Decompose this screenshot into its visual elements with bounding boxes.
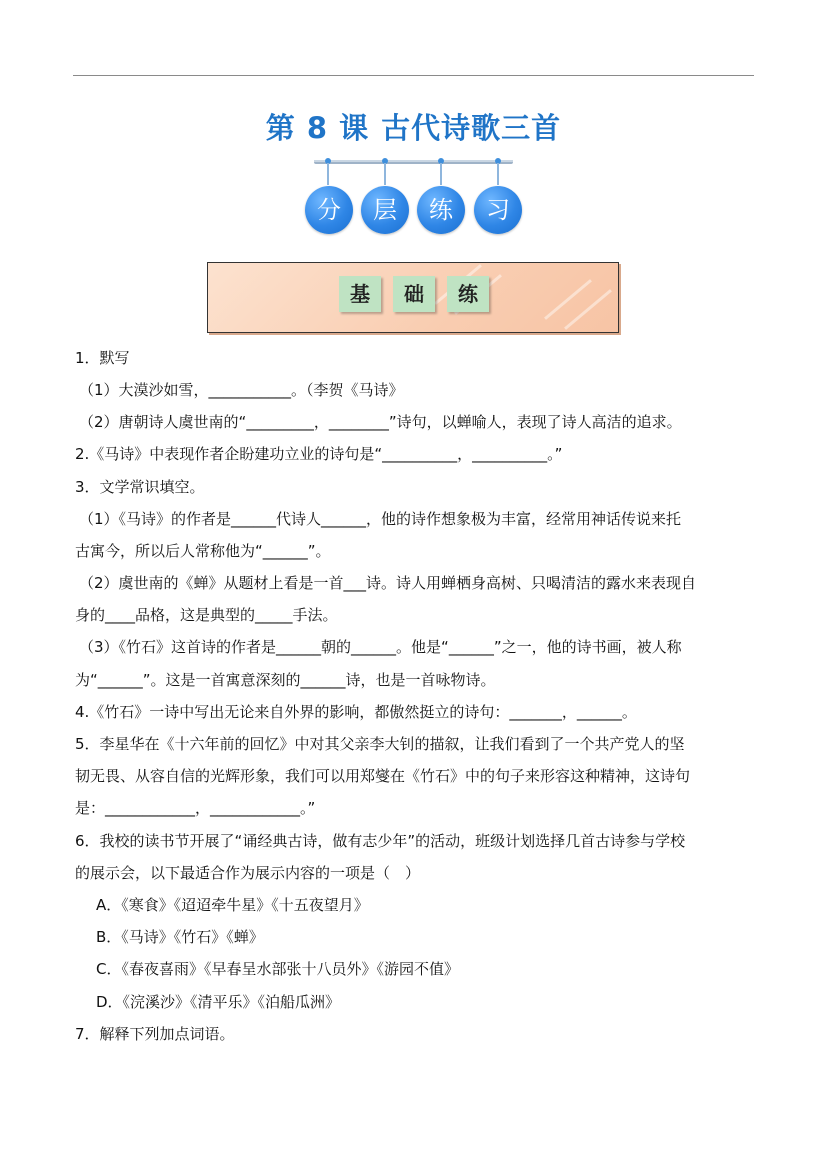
question-line: （2）虞世南的《蝉》从题材上看是一首___诗。诗人用蝉栖身高树、只喝清洁的露水来表现自 <box>79 574 697 592</box>
subtitle-char: 分 <box>305 186 353 234</box>
question-line: 1．默写 <box>75 349 130 367</box>
lesson-number: 第 8 课 <box>265 111 370 145</box>
deco-stem <box>384 163 386 185</box>
deco-stem <box>327 163 329 185</box>
option-d: D．《浣溪沙》《清平乐》《泊船瓜洲》 <box>96 993 341 1011</box>
lesson-name: 古代诗歌三首 <box>381 111 562 145</box>
lesson-title <box>0 106 827 147</box>
question-line: 为“______”。这是一首寓意深刻的______诗，也是一首咏物诗。 <box>75 671 496 689</box>
question-line: 5．李星华在《十六年前的回忆》中对其父亲李大钊的描叙，让我们看到了一个共产党人的坚 <box>75 735 685 753</box>
option-b: B．《马诗》《竹石》《蝉》 <box>96 928 264 946</box>
question-line: 2.《马诗》中表现作者企盼建功立业的诗句是“__________，__________。” <box>75 445 563 463</box>
option-a: A．《寒食》《迢迢牵牛星》《十五夜望月》 <box>96 896 369 914</box>
question-line: 的展示会，以下最适合作为展示内容的一项是（ ） <box>75 864 421 882</box>
header-rule <box>73 75 754 76</box>
subtitle-char: 练 <box>417 186 465 234</box>
question-line: 3．文学常识填空。 <box>75 478 205 496</box>
section-banner <box>207 262 619 333</box>
question-line: 6．我校的读书节开展了“诵经典古诗，做有志少年”的活动，班级计划选择几首古诗参与学校 <box>75 832 686 850</box>
section-char: 基 <box>339 276 381 312</box>
subtitle-char: 层 <box>361 186 409 234</box>
section-char: 练 <box>447 276 489 312</box>
question-line: （3）《竹石》这首诗的作者是______朝的______。他是“______”之一，他的诗书画，被人称 <box>79 638 682 656</box>
question-line: 是：____________，____________。” <box>75 799 316 817</box>
question-line: 韧无畏、从容自信的光辉形象，我们可以用郑燮在《竹石》中的句子来形容这种精神，这诗句 <box>75 767 691 785</box>
question-line: 古寓今，所以后人常称他为“______”。 <box>75 542 331 560</box>
question-line: 身的____品格，这是典型的_____手法。 <box>75 606 338 624</box>
deco-stem <box>497 163 499 185</box>
question-line: （1）《马诗》的作者是______代诗人______，他的诗作想象极为丰富，经常用神话传说来托 <box>79 510 682 528</box>
deco-stem <box>440 163 442 185</box>
decorative-line-highlight <box>314 160 513 162</box>
question-line: （2）唐朝诗人虞世南的“_________，________”诗句，以蝉喻人，表现了诗人高洁的追求。 <box>79 413 682 431</box>
section-char: 础 <box>393 276 435 312</box>
question-line: 4.《竹石》一诗中写出无论来自外界的影响，都傲然挺立的诗句：_______，______。 <box>75 703 637 721</box>
question-line: 7．解释下列加点词语。 <box>75 1025 235 1043</box>
subtitle-char: 习 <box>474 186 522 234</box>
question-line: （1）大漠沙如雪，___________。（李贺《马诗》 <box>79 381 404 399</box>
option-c: C．《春夜喜雨》《早春呈水部张十八员外》《游园不值》 <box>96 960 459 978</box>
